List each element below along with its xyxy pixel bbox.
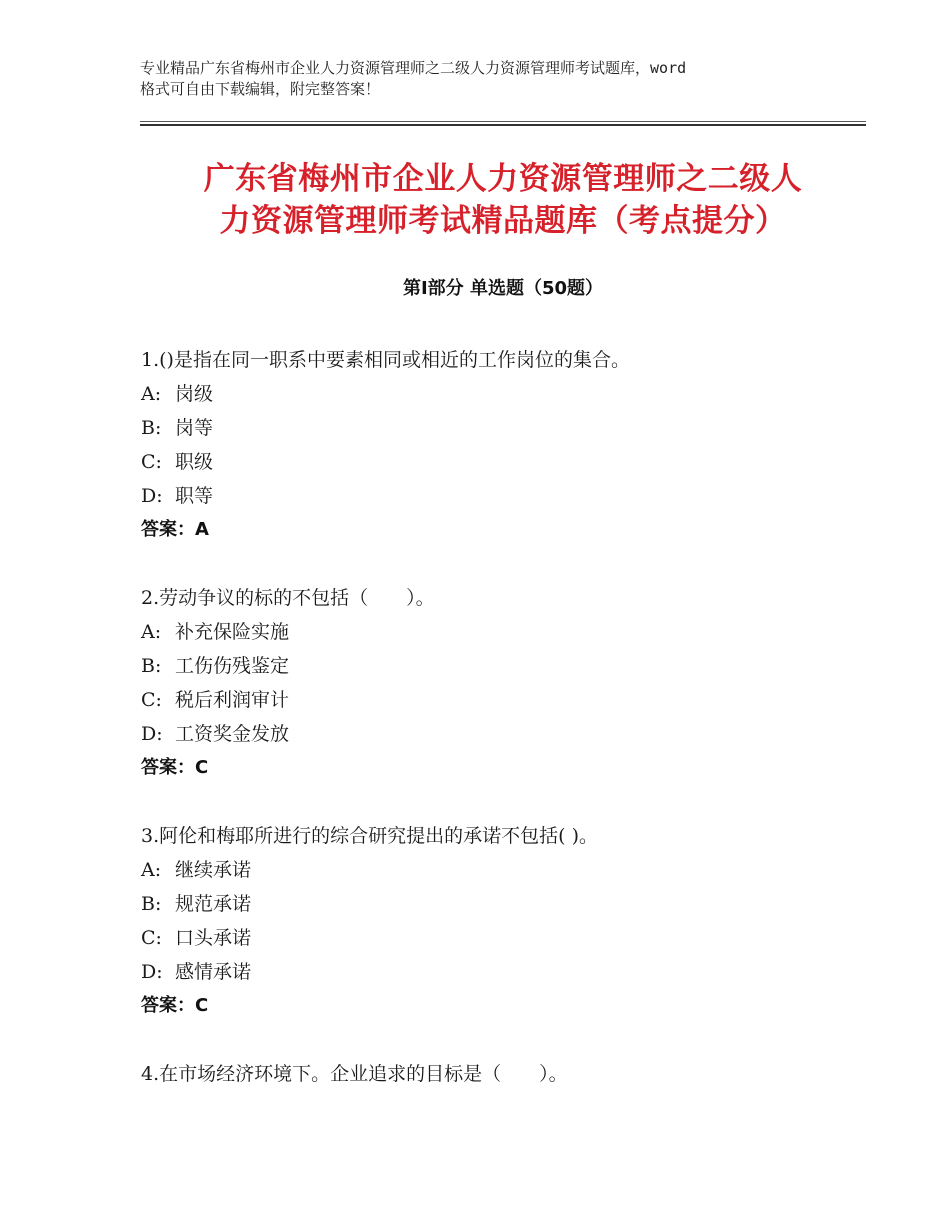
question-1 xyxy=(141,343,861,547)
answer-line: 答案：C xyxy=(141,757,209,778)
option-text: 工资奖金发放 xyxy=(175,723,290,745)
question-list xyxy=(141,343,861,1125)
option-b xyxy=(141,411,861,445)
header-note xyxy=(140,58,830,100)
option-text: 规范承诺 xyxy=(175,893,252,915)
option-letter: A: xyxy=(141,383,162,405)
question-4 xyxy=(141,1057,861,1091)
question-stem: 1.()是指在同一职系中要素相同或相近的工作岗位的集合。 xyxy=(141,349,630,371)
option-text: 税后利润审计 xyxy=(175,689,290,711)
option-text: 岗级 xyxy=(175,383,214,405)
option-c xyxy=(141,683,861,717)
option-a xyxy=(141,853,861,887)
option-d xyxy=(141,955,861,989)
option-text: 岗等 xyxy=(175,417,214,439)
option-letter: D: xyxy=(141,961,163,983)
option-letter: B: xyxy=(141,655,162,677)
option-text: 职级 xyxy=(175,451,214,473)
option-b xyxy=(141,649,861,683)
option-text: 继续承诺 xyxy=(175,859,252,881)
header-note-line-1: 专业精品广东省梅州市企业人力资源管理师之二级人力资源管理师考试题库，word xyxy=(140,59,687,77)
option-letter: A: xyxy=(141,621,162,643)
header-divider-thick xyxy=(140,124,866,126)
option-letter: B: xyxy=(141,893,162,915)
option-text: 职等 xyxy=(175,485,214,507)
answer-line: 答案：A xyxy=(141,519,209,540)
option-c xyxy=(141,921,861,955)
option-letter: B: xyxy=(141,417,162,439)
answer-line: 答案：C xyxy=(141,995,209,1016)
option-a xyxy=(141,377,861,411)
header-note-line-2: 格式可自由下载编辑，附完整答案！ xyxy=(140,80,381,98)
document-title xyxy=(140,158,866,242)
question-3 xyxy=(141,819,861,1023)
option-letter: C: xyxy=(141,689,162,711)
option-letter: C: xyxy=(141,451,162,473)
header-divider-thin xyxy=(140,121,866,122)
option-letter: C: xyxy=(141,927,162,949)
option-letter: D: xyxy=(141,723,163,745)
option-c xyxy=(141,445,861,479)
document-title-line-2: 力资源管理师考试精品题库（考点提分） xyxy=(219,203,787,239)
option-text: 口头承诺 xyxy=(175,927,252,949)
section-title: 第Ⅰ部分 单选题（50题） xyxy=(402,278,603,299)
question-2 xyxy=(141,581,861,785)
option-letter: A: xyxy=(141,859,162,881)
option-text: 工伤伤残鉴定 xyxy=(175,655,290,677)
option-letter: D: xyxy=(141,485,163,507)
option-text: 补充保险实施 xyxy=(175,621,290,643)
question-stem: 3.阿伦和梅耶所进行的综合研究提出的承诺不包括( )。 xyxy=(141,825,598,847)
question-stem: 2.劳动争议的标的不包括（ ）。 xyxy=(141,587,435,609)
option-b xyxy=(141,887,861,921)
option-a xyxy=(141,615,861,649)
option-d xyxy=(141,717,861,751)
option-text: 感情承诺 xyxy=(175,961,252,983)
option-d xyxy=(141,479,861,513)
question-stem: 4.在市场经济环境下。企业追求的目标是（ ）。 xyxy=(141,1063,568,1085)
document-title-line-1: 广东省梅州市企业人力资源管理师之二级人 xyxy=(203,161,803,197)
